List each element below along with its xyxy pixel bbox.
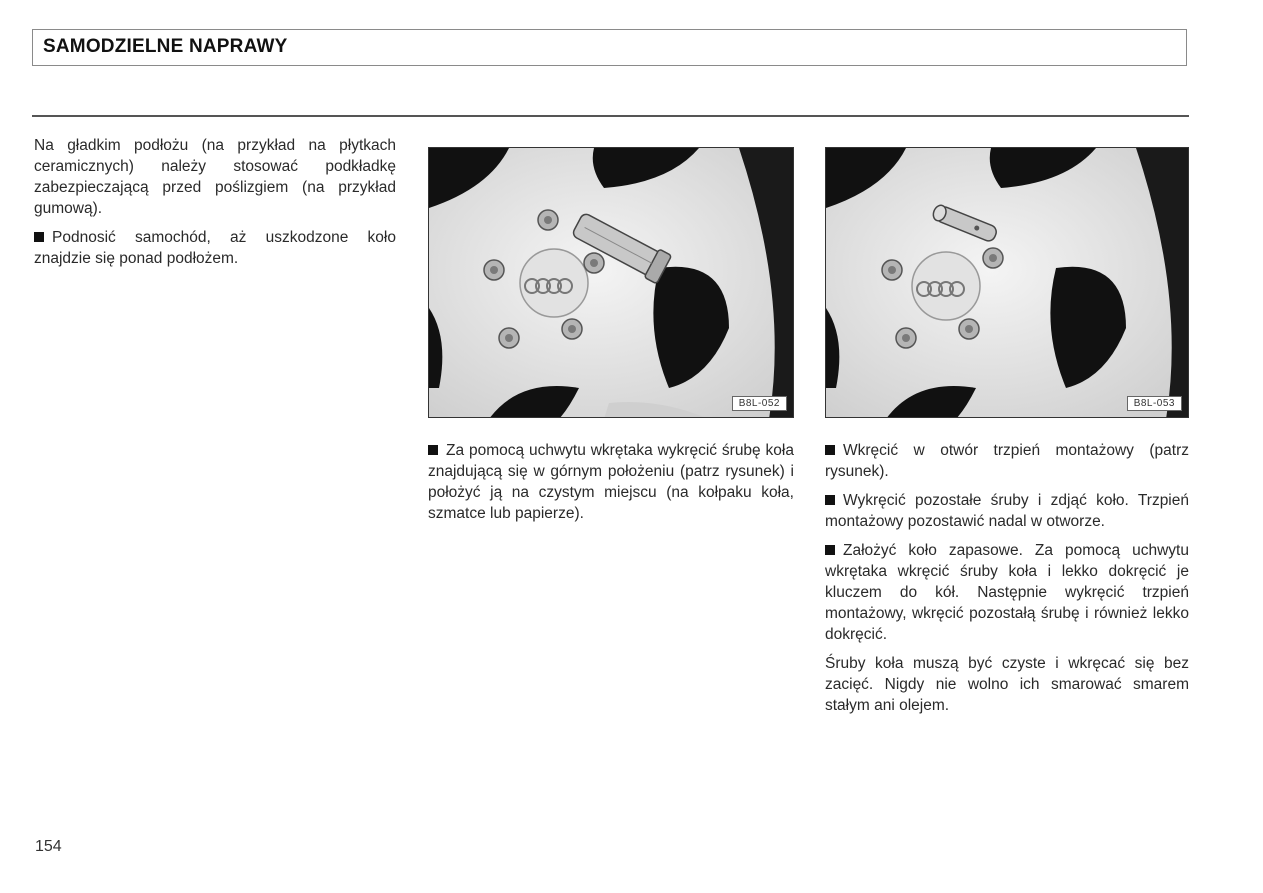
wheel-figure-pin xyxy=(825,147,1189,418)
step-text: Wkręcić w otwór trzpień montażowy (patrz rysunek). xyxy=(825,442,1189,480)
section-title: SAMODZIELNE NAPRAWY xyxy=(43,36,288,57)
header-rule xyxy=(32,115,1189,117)
bullet-icon xyxy=(428,445,438,455)
bullet-icon xyxy=(825,495,835,505)
bullet-icon xyxy=(34,232,44,242)
step-text: Założyć koło zapasowe. Za pomocą uchwytu wkrętaka wkręcić śruby koła i lekko dokręcić je kluczem do kół. Następnie wykręcić trzpień montażowy, wkręcić pozostałą śrubę i również lekko dokręcić. xyxy=(825,542,1189,643)
wheel-illustration xyxy=(826,148,1189,418)
note-paragraph: Śruby koła muszą być czyste i wkręcać się bez zacięć. Nigdy nie wolno ich smarować smarem stałym ani olejem. xyxy=(825,655,1189,714)
right-column xyxy=(825,440,1189,724)
bullet-icon xyxy=(825,545,835,555)
wheel-illustration xyxy=(429,148,794,418)
figure-label: B8L-052 xyxy=(732,396,787,411)
step-item xyxy=(825,440,1189,482)
intro-paragraph: Na gładkim podłożu (na przykład na płytkach ceramicznych) należy stosować podkładkę zabezpieczającą przed poślizgiem (na przykład gumową). xyxy=(34,137,396,217)
step-item xyxy=(825,490,1189,532)
step-text: Wykręcić pozostałe śruby i zdjąć koło. Trzpień montażowy pozostawić nadal w otworze. xyxy=(825,492,1189,530)
step-item xyxy=(34,227,396,269)
page-number: 154 xyxy=(35,838,62,855)
step-text: Podnosić samochód, aż uszkodzone koło znajdzie się ponad podłożem. xyxy=(34,229,396,267)
middle-column xyxy=(428,440,794,532)
figure-label: B8L-053 xyxy=(1127,396,1182,411)
step-item xyxy=(428,440,794,524)
section-header xyxy=(32,29,1187,66)
wheel-figure-wrench xyxy=(428,147,794,418)
step-text: Za pomocą uchwytu wkrętaka wykręcić śrubę koła znajdującą się w górnym położeniu (patrz rysunek) i położyć ją na czystym miejscu (na kołpaku koła, szmatce lub papierze). xyxy=(428,442,794,522)
bullet-icon xyxy=(825,445,835,455)
left-column xyxy=(34,135,396,277)
step-item xyxy=(825,540,1189,645)
